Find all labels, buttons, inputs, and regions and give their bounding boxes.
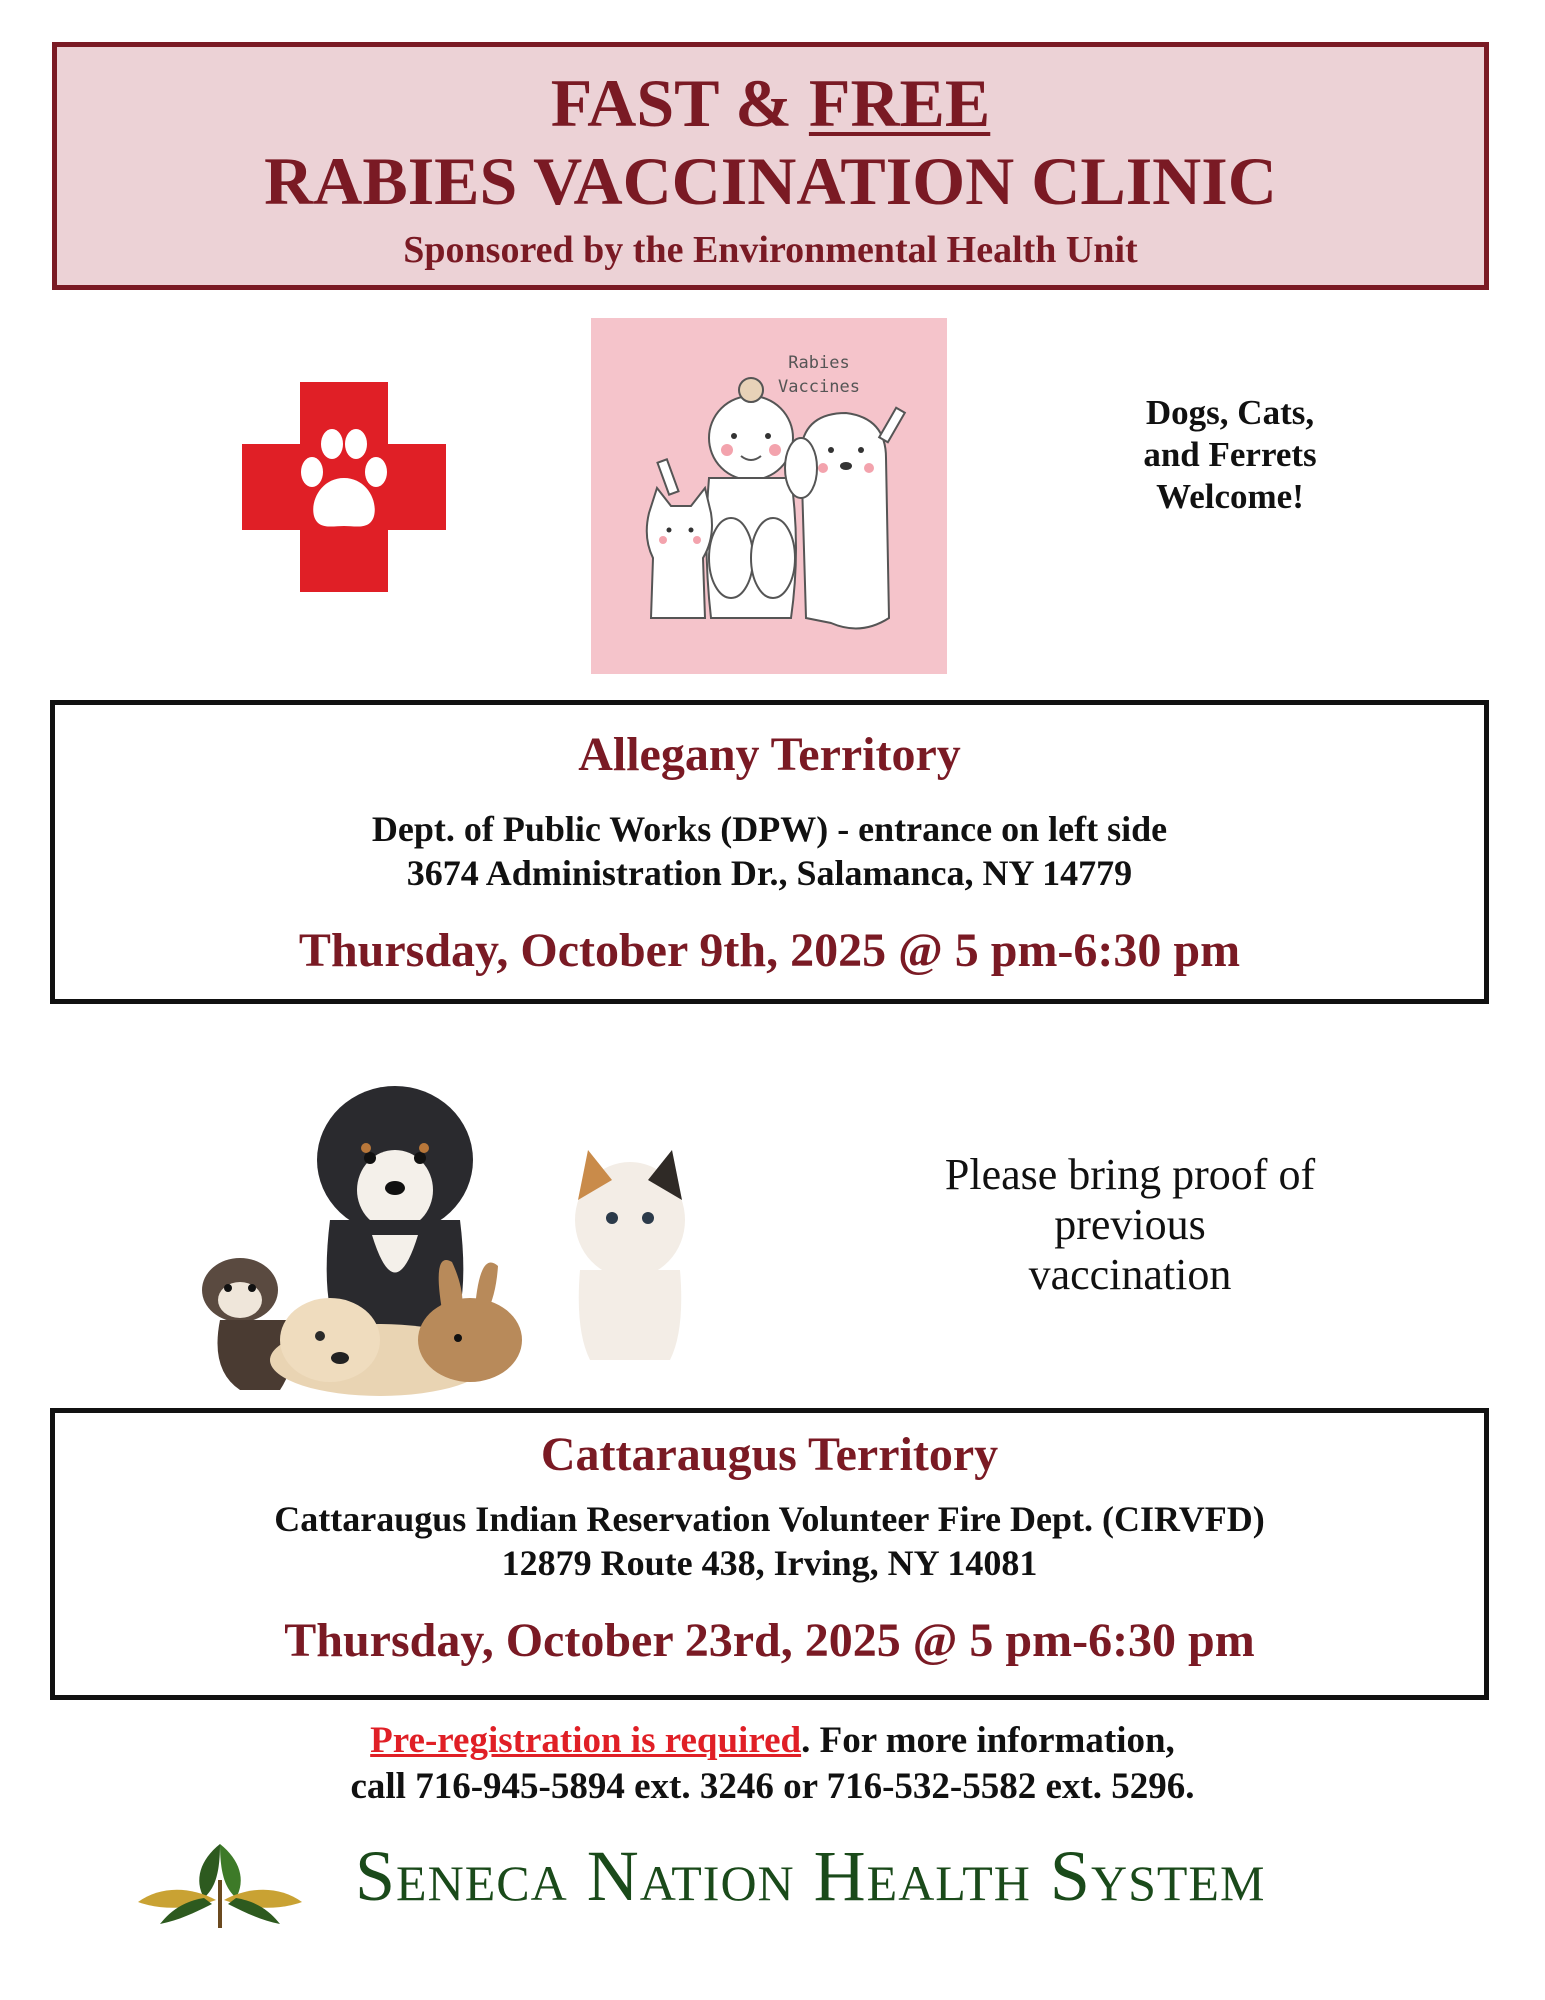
species-welcome [1080,392,1380,518]
location-title: Allegany Territory [578,728,961,781]
clinic-title: RABIES VACCINATION CLINIC [264,143,1277,219]
headline-free: FREE [808,65,991,141]
location-date: Thursday, October 23rd, 2025 @ 5 pm-6:30 pm [284,1614,1255,1667]
proof-line-1: Please bring proof of [944,1150,1316,1199]
location-address-line-2: 12879 Route 438, Irving, NY 14081 [501,1543,1038,1583]
headline-fast: FAST & [550,65,809,141]
pets-group-photo [180,1040,700,1400]
preregistration-required-link: Pre-registration is required [370,1720,802,1761]
illustration-caption-1: Rabies [788,353,850,373]
sponsor-line: Sponsored by the Environmental Health Unit [403,229,1138,271]
location-address-line-1: Dept. of Public Works (DPW) - entrance on left side [371,809,1168,849]
seneca-leaf-logo-icon [120,1840,320,1930]
headline [57,65,1484,141]
proof-of-vaccination-note [900,1150,1360,1300]
registration-info [0,1718,1545,1810]
welcome-line-3: Welcome! [1156,477,1304,516]
registration-phone-line: call 716-945-5894 ext. 3246 or 716-532-5582 ext. 5296. [350,1766,1195,1807]
location-title: Cattaraugus Territory [540,1428,999,1481]
illustration-caption-2: Vaccines [778,377,860,397]
location-card-cattaraugus [50,1408,1489,1700]
rabies-vaccines-illustration [591,318,947,674]
location-address-line-2: 3674 Administration Dr., Salamanca, NY 14779 [406,853,1133,893]
location-card-allegany [50,700,1489,1004]
red-cross-paw-icon [242,382,446,592]
brand-name: Seneca Nation Health System [355,1836,1266,1916]
location-date: Thursday, October 9th, 2025 @ 5 pm-6:30 pm [298,924,1241,977]
welcome-line-2: and Ferrets [1143,435,1317,474]
welcome-line-1: Dogs, Cats, [1145,393,1315,432]
location-address-line-1: Cattaraugus Indian Reservation Volunteer Fire Dept. (CIRVFD) [274,1499,1265,1539]
proof-line-3: vaccination [1028,1250,1232,1299]
registration-line-1 [0,1718,1545,1764]
header-banner [52,42,1489,290]
proof-line-2: previous [1054,1200,1206,1249]
registration-more-info: . For more information, [801,1720,1175,1761]
